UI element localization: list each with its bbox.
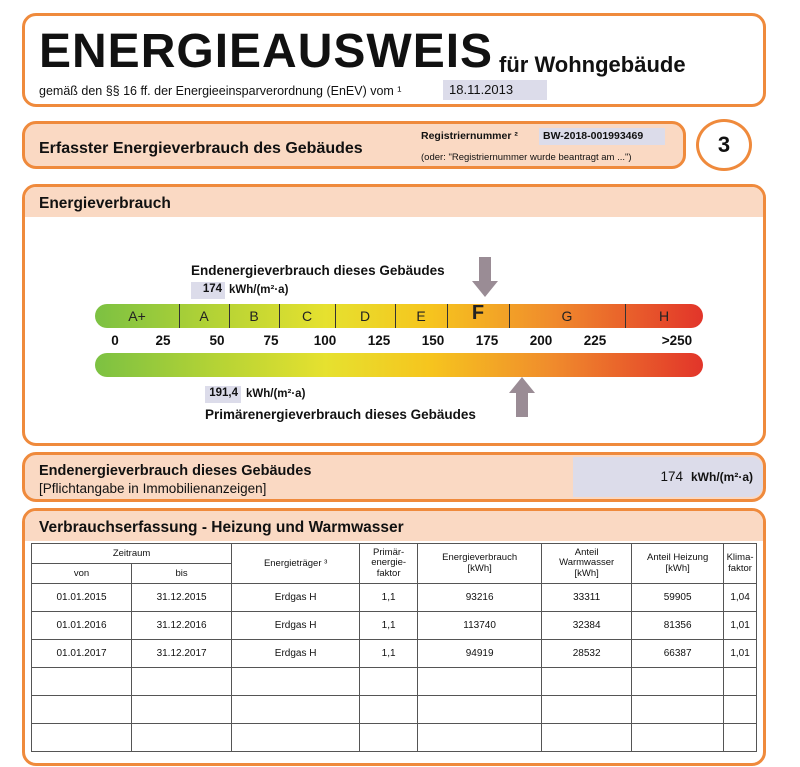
energy-class-f: F — [471, 302, 485, 324]
table-cell-verbrauch: 113740 — [418, 612, 542, 640]
table-cell-empty — [232, 696, 360, 724]
table-cell-klima: 1,01 — [724, 640, 757, 668]
table-cell-warmwasser: 28532 — [542, 640, 632, 668]
scale-tick-label: 25 — [155, 333, 171, 348]
table-cell-empty — [360, 668, 418, 696]
table-cell-empty — [232, 724, 360, 752]
table-cell-faktor: 1,1 — [360, 640, 418, 668]
table-cell-klima: 1,04 — [724, 584, 757, 612]
scale-tick-label: 225 — [583, 333, 607, 348]
table-cell-empty — [632, 696, 724, 724]
energy-class-g: G — [561, 308, 573, 324]
table-row — [32, 640, 757, 668]
table-cell-heizung: 59905 — [632, 584, 724, 612]
table-cell-empty — [32, 668, 132, 696]
table-cell-von: 01.01.2017 — [32, 640, 132, 668]
scale-tick-label: 175 — [475, 333, 499, 348]
energy-class-separator — [179, 304, 180, 328]
energy-class-separator — [447, 304, 448, 328]
table-cell-bis: 31.12.2017 — [132, 640, 232, 668]
table-cell-empty — [418, 668, 542, 696]
table-cell-empty — [542, 696, 632, 724]
table-cell-heizung: 81356 — [632, 612, 724, 640]
table-cell-traeger: Erdgas H — [232, 584, 360, 612]
col-consumption: Energieverbrauch [kWh] — [418, 544, 542, 584]
table-cell-empty — [32, 696, 132, 724]
energy-class-d: D — [359, 308, 371, 324]
table-cell-verbrauch: 94919 — [418, 640, 542, 668]
summary-note: [Pflichtangabe in Immobilienanzeigen] — [39, 481, 267, 496]
scale-tick-label: 200 — [529, 333, 553, 348]
summary-unit: kWh/(m²·a) — [691, 470, 753, 484]
energy-class-separator — [279, 304, 280, 328]
consumption-table-body — [32, 584, 757, 752]
energy-class-b: B — [249, 308, 259, 324]
table-row — [32, 612, 757, 640]
table-cell-faktor: 1,1 — [360, 584, 418, 612]
table-row-empty — [32, 724, 757, 752]
col-climate-factor: Klima- faktor — [724, 544, 757, 584]
table-cell-empty — [542, 724, 632, 752]
final-energy-summary — [22, 452, 766, 502]
table-cell-empty — [418, 724, 542, 752]
energy-class-separator — [395, 304, 396, 328]
table-cell-empty — [232, 668, 360, 696]
primary-energy-value: 191,4 — [205, 386, 241, 403]
document-title: ENERGIEAUSWEIS — [39, 25, 494, 78]
summary-value: 174 — [660, 469, 683, 484]
scale-tick-label: 100 — [313, 333, 337, 348]
energy-class-separator — [229, 304, 230, 328]
final-energy-unit: kWh/(m²·a) — [229, 284, 289, 296]
energy-scale-bar-lower — [95, 353, 703, 377]
table-cell-verbrauch: 93216 — [418, 584, 542, 612]
document-title-suffix: für Wohngebäude — [499, 52, 686, 77]
table-cell-bis: 31.12.2015 — [132, 584, 232, 612]
table-cell-empty — [132, 724, 232, 752]
energy-consumption-section — [22, 184, 766, 446]
table-cell-klima: 1,01 — [724, 612, 757, 640]
final-energy-label: Endenergieverbrauch dieses Gebäudes — [191, 263, 445, 278]
scale-tick-label: 150 — [421, 333, 445, 348]
scale-tick-label: 0 — [111, 333, 119, 348]
scale-tick-label: 125 — [367, 333, 391, 348]
registration-label: Registriernummer ² — [421, 130, 518, 142]
consumption-record-heading: Verbrauchserfassung - Heizung und Warmwasser — [25, 511, 763, 541]
table-cell-von: 01.01.2016 — [32, 612, 132, 640]
primary-energy-unit: kWh/(m²·a) — [246, 388, 306, 400]
table-cell-empty — [632, 668, 724, 696]
table-row — [32, 584, 757, 612]
table-cell-empty — [360, 724, 418, 752]
final-energy-value: 174 — [191, 282, 225, 299]
summary-value-box — [573, 457, 763, 497]
table-cell-warmwasser: 32384 — [542, 612, 632, 640]
primary-energy-arrow-icon — [509, 377, 535, 417]
registration-section — [22, 121, 686, 169]
table-cell-bis: 31.12.2016 — [132, 612, 232, 640]
registration-note: (oder: "Registriernummer wurde beantragt am ...") — [421, 152, 632, 163]
table-row-empty — [32, 696, 757, 724]
energy-class-e: E — [416, 308, 426, 324]
table-cell-empty — [724, 668, 757, 696]
registration-title: Erfasster Energieverbrauch des Gebäudes — [39, 140, 363, 157]
final-energy-arrow-icon — [472, 257, 498, 297]
col-heating: Anteil Heizung [kWh] — [632, 544, 724, 584]
table-cell-empty — [632, 724, 724, 752]
col-energy-carrier: Energieträger ³ — [232, 544, 360, 584]
energy-class-c: C — [301, 308, 313, 324]
table-cell-empty — [132, 668, 232, 696]
table-cell-traeger: Erdgas H — [232, 612, 360, 640]
consumption-table — [31, 543, 757, 752]
energy-class-separator — [509, 304, 510, 328]
energy-class-a: A — [199, 308, 209, 324]
table-cell-empty — [132, 696, 232, 724]
energy-consumption-heading: Energieverbrauch — [25, 187, 763, 217]
consumption-record-section — [22, 508, 766, 766]
col-from: von — [32, 564, 132, 584]
scale-tick-label: 75 — [263, 333, 279, 348]
scale-tick-label: >250 — [661, 333, 693, 348]
table-cell-empty — [418, 696, 542, 724]
certificate-header — [22, 13, 766, 107]
table-cell-empty — [360, 696, 418, 724]
regulation-date: 18.11.2013 — [443, 80, 547, 100]
registration-number: BW-2018-001993469 — [539, 128, 665, 145]
table-cell-empty — [542, 668, 632, 696]
table-cell-empty — [32, 724, 132, 752]
col-period: Zeitraum — [32, 544, 232, 564]
table-cell-traeger: Erdgas H — [232, 640, 360, 668]
page-number: 3 — [696, 119, 752, 171]
table-cell-empty — [724, 724, 757, 752]
energy-class-h: H — [658, 308, 670, 324]
energy-class-separator — [335, 304, 336, 328]
table-cell-von: 01.01.2015 — [32, 584, 132, 612]
scale-tick-label: 50 — [209, 333, 225, 348]
summary-title: Endenergieverbrauch dieses Gebäudes — [39, 463, 312, 479]
energy-class-separator — [625, 304, 626, 328]
col-to: bis — [132, 564, 232, 584]
energy-class-aplus: A+ — [128, 308, 146, 324]
primary-energy-label: Primärenergieverbrauch dieses Gebäudes — [205, 407, 476, 422]
col-hot-water: Anteil Warmwasser [kWh] — [542, 544, 632, 584]
table-cell-warmwasser: 33311 — [542, 584, 632, 612]
table-cell-heizung: 66387 — [632, 640, 724, 668]
table-cell-faktor: 1,1 — [360, 612, 418, 640]
table-cell-empty — [724, 696, 757, 724]
table-row-empty — [32, 668, 757, 696]
regulation-line: gemäß den §§ 16 ff. der Energieeinsparverordnung (EnEV) vom ¹ — [39, 84, 402, 98]
col-primary-factor: Primär- energie- faktor — [360, 544, 418, 584]
